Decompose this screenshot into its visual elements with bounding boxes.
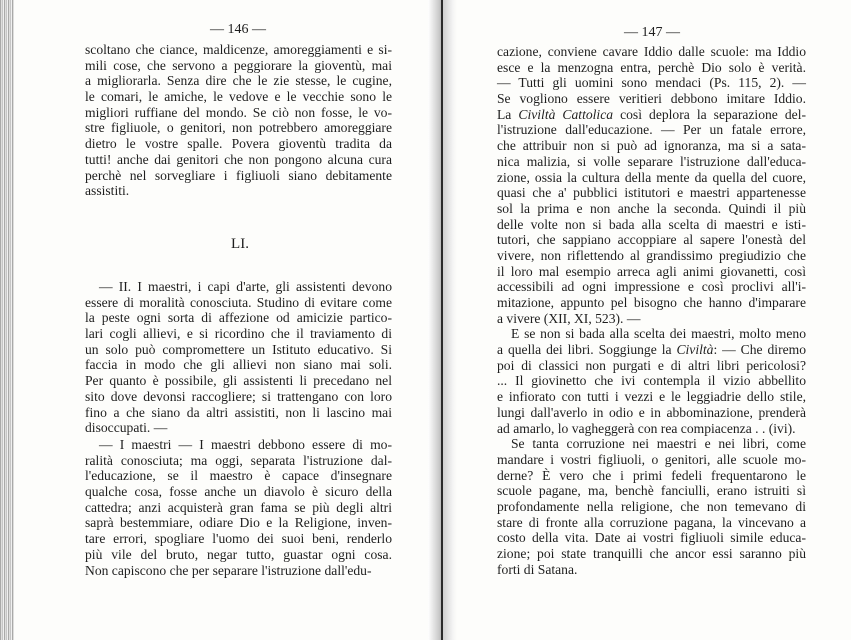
text-line: sol la prima e non anche la seconda. Quindi il più <box>497 200 806 216</box>
text-line: a vivere (XII, XI, 523). — <box>497 310 641 326</box>
text-line: cattedra; anzi acquisterà gran fama se più degli altri <box>85 499 392 515</box>
text-line: più vile del bruto, negar tutto, guastar ogni cosa. <box>85 546 392 562</box>
text-line: stre figliuole, o genitori, non potrebbero amoreggiare <box>85 120 392 136</box>
text-line: derne? È vero che i primi fedeli frequentarono le <box>497 467 806 483</box>
text-line: ad amarlo, lo vagheggerà con rea compiacenza . . (ivi). <box>497 420 796 436</box>
text-line: forti di Satana. <box>497 561 578 577</box>
text-line: Se tanta corruzione nei maestri e nei libri, come <box>511 436 806 452</box>
paragraph <box>85 437 392 578</box>
text-line: costo della vita. Date ai vostri figliuoli simile educa- <box>497 530 806 546</box>
text-line: fino a che siano da altri assistiti, non li lascino mai <box>85 404 392 420</box>
page-number: — 146 — <box>210 22 266 37</box>
text-line: mitazione, appunto pel bisogno che hanno d'imparare <box>497 295 806 310</box>
text-segment: così deplora la separazione del- <box>613 106 806 122</box>
text-segment: a quella dei libri. Soggiunge la <box>497 342 677 358</box>
text-line: ... Il giovinetto che ivi contempla il vizio abbellito <box>497 373 806 389</box>
text-line: — Tutti gli uomini sono mendaci (Ps. 115, 2). — <box>497 75 806 91</box>
text-line: e infiorato con tutti i vezzi e le leggiadrie dello stile, <box>497 389 806 405</box>
text-line: qualche cosa, fosse anche un diavolo è sicuro della <box>85 484 392 500</box>
text-line: scoltano che ciance, maldicenze, amoreggiamenti e si- <box>85 42 392 57</box>
text-line: ralità conosciuta; ma oggi, separata l'istruzione dal- <box>85 452 392 468</box>
italic-title: Civiltà Cattolica <box>518 106 614 122</box>
text-line: mandare i vostri figliuoli, o genitori, alle scuole mo- <box>497 451 806 467</box>
text-line: perchè nel sorvegliare i figliuoli siano debitamente <box>85 167 392 183</box>
text-line: vivere, non riflettendo al grandissimo pregiudizio che <box>497 247 806 263</box>
text-line: tutori, che sappiano accoppiare al sapere l'onestà del <box>497 232 806 248</box>
text-line: esce e la menzogna entra, perchè Dio solo è verità. <box>497 59 806 75</box>
text-line: migliori ruffiane del mondo. Se ciò non fosse, le vo- <box>85 104 392 120</box>
text-line: un solo può compromettere un Istituto educativo. Si <box>85 341 392 357</box>
text-line: faccia in modo che gli allievi non siano mai soli. <box>85 357 392 373</box>
text-line: che attribuir non si può ad ignoranza, ma si a sata- <box>497 138 806 154</box>
text-line: l'istruzione dall'educazione. — Per un fatale errore, <box>497 122 806 138</box>
text-line: essere di moralità conosciuta. Studino di evitare come <box>85 294 392 310</box>
text-line: le comari, le amiche, le vedove e le vecchie sono le <box>85 89 392 105</box>
text-line: — I maestri — I maestri debbono essere di mo- <box>99 437 392 452</box>
page-number: — 147 — <box>624 25 680 40</box>
paragraph <box>85 279 392 436</box>
book-edge-left <box>0 0 14 640</box>
italic-title: Civiltà <box>676 342 714 358</box>
text-line: — II. I maestri, i capi d'arte, gli assistenti devono <box>99 279 392 294</box>
text-line <box>497 107 806 123</box>
book-gutter-shadow <box>443 0 457 640</box>
text-line: Se vogliono essere veritieri debbono imitare Iddio. <box>497 91 806 107</box>
text-line: zione, ossia la cultura della mente da quella del cuore, <box>497 169 806 185</box>
book-gutter <box>428 0 442 640</box>
text-line: E se non si bada alla scelta dei maestri, molto meno <box>511 326 806 342</box>
text-line: quasi che a' pubblici istitutori e maestri appartenesse <box>497 185 806 201</box>
text-line: a migliorarla. Senza dire che le zie stesse, le cugine, <box>85 73 392 89</box>
text-segment: : — Che diremo <box>713 342 807 358</box>
text-line: l'educazione, se il maestro è capace d'insegnare <box>85 468 392 484</box>
text-line: lari cogli allievi, e si ricordino che il traviamento di <box>85 326 392 342</box>
text-line: poi di classici non purgati e di altri libri pericolosi? <box>497 357 806 373</box>
paragraph <box>85 42 392 199</box>
text-line: sito dove devonsi raccogliere; si trattengano con loro <box>85 388 392 404</box>
text-line: mili cose, che servono a peggiorare la gioventù, mai <box>85 57 392 73</box>
text-line: dietro le vostre spalle. Povera gioventù tradita da <box>85 136 392 152</box>
text-line: lungi dall'averlo in odio e in abbominazione, prenderà <box>497 404 806 420</box>
text-line: zione; poi state tranquilli che ancor essi saranno più <box>497 546 806 561</box>
text-line: Non capiscono che per separare l'istruzione dall'edu- <box>85 562 372 578</box>
text-line: delle volte non si bada alla scelta di maestri e isti- <box>497 216 806 232</box>
text-segment: La <box>497 106 519 122</box>
text-line: scuole pagane, ma, benchè fanciulli, erano istruiti sì <box>497 483 806 499</box>
text-line: la peste ogni sorta di affezione od amicizie partico- <box>85 310 392 326</box>
text-line: Per quanto è possibile, gli assistenti li precedano nel <box>85 373 392 389</box>
text-line: accessibili ad ogni impressione e così proclivi all'i- <box>497 279 806 295</box>
text-line <box>497 342 806 358</box>
text-line: assistiti. <box>85 183 130 199</box>
text-line: saprà bestemmiare, odiare Dio e la Religione, inven- <box>85 515 392 531</box>
text-line: profondamente nella religione, che non temevano di <box>497 498 806 514</box>
text-line: disoccupati. — <box>85 420 168 436</box>
page-text <box>497 44 806 577</box>
text-line: tutti! anche dai genitori che non pongono alcuna cura <box>85 151 392 167</box>
text-line: cazione, conviene cavare Iddio dalle scuole: ma Iddio <box>497 44 806 59</box>
chapter-heading: LI. <box>231 236 249 252</box>
text-line: tare errori, spogliare l'uomo dei suoi beni, renderlo <box>85 531 392 547</box>
text-line: stare di fronte alla corruzione pagana, la vincevano a <box>497 514 806 530</box>
text-line: il loro mal esempio arreca agli animi giovanetti, così <box>497 263 806 279</box>
text-line: nica malizia, si volle separare l'istruzione dall'educa- <box>497 153 806 169</box>
